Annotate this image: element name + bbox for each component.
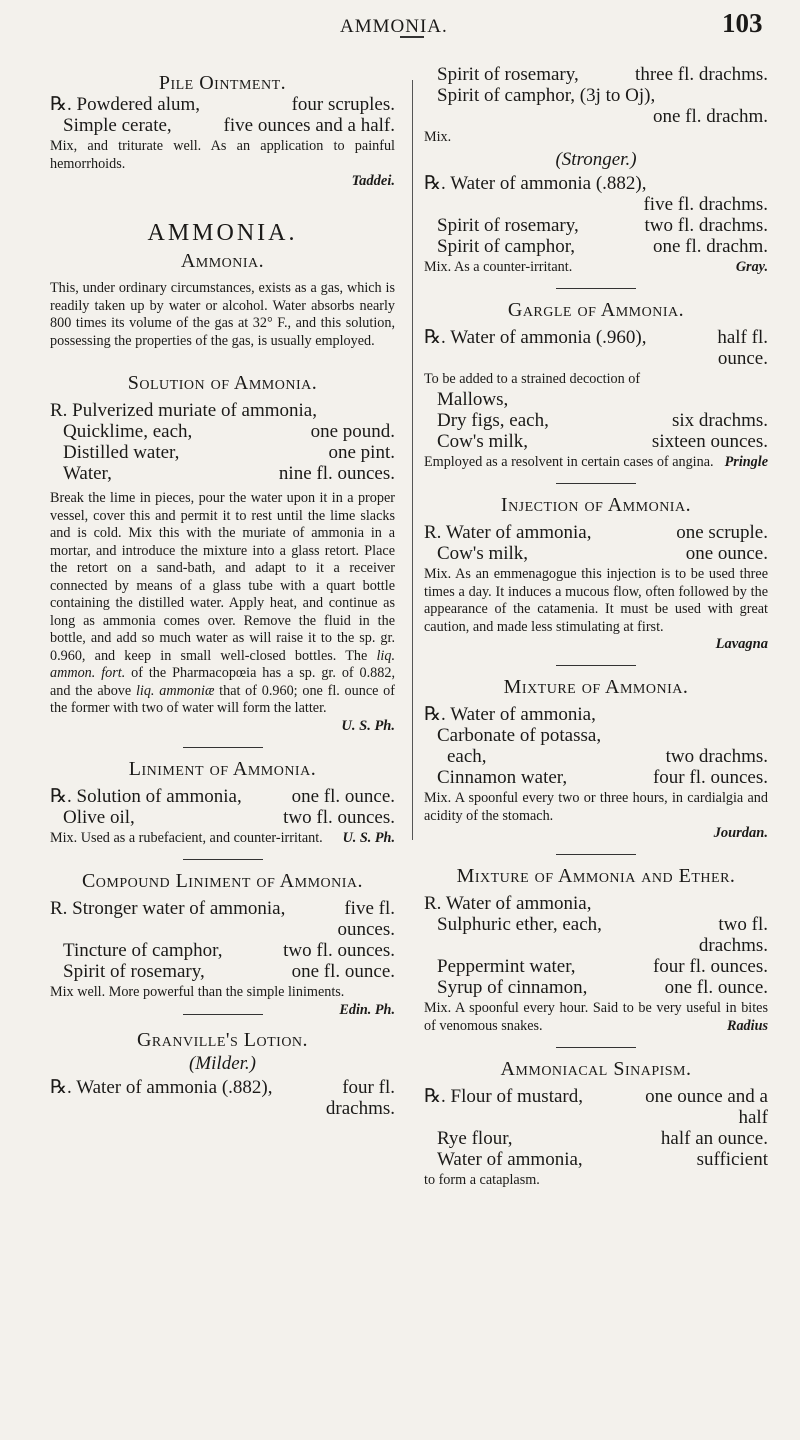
ingredient-line: one fl. drachm. [652,106,768,127]
ingredient-line: ℞. Flour of mustard, one ounce and a half [424,1086,768,1128]
ingredient-line: Water, nine fl. ounces. [63,463,395,484]
recipe-title: Compound Liniment of Ammonia. [81,870,364,892]
ingredient-line: R. Stronger water of ammonia, five fl. ounces. [50,898,395,940]
recipe-title: Ammoniacal Sinapism. [500,1058,692,1080]
section-rule [556,288,636,289]
granvilles-lotion-recipe [50,1029,395,1119]
ingredient-line: Quicklime, each, one pound. [63,421,395,442]
ingredient-line: ℞. Water of ammonia (.960), half fl. ounce. [424,327,768,369]
recipe-note: Mix. [424,129,452,145]
recipe-note: Mix. Used as a rubefacient, and counter-irritant. U. S. Ph. [50,829,395,846]
recipe-title: Gargle of Ammonia. [507,299,685,321]
ammonia-section [50,220,395,350]
ingredient-line: Spirit of rosemary, two fl. drachms. [437,214,768,236]
gargle-of-ammonia-recipe [424,299,768,471]
recipe-note: Mix. As a counter-irritant. Gray. [424,258,768,275]
page-header [0,6,800,46]
ingredient-line: ℞. Water of ammonia, [424,704,596,725]
ingredient-line: Rye flour, half an ounce. [437,1128,768,1149]
ingredient-line: Simple cerate, five ounces and a half. [63,115,395,136]
granvilles-lotion-continued [424,64,768,147]
recipe-author: U. S. Ph. [341,717,395,734]
recipe-note: Mix. As an emmenagogue this injection is to be used three times a day. It induces a mucous flow, often followed by the appearance of the catamenia. It must be used with great caution, and made less stimulating at first. [424,566,768,635]
ingredient-line: ℞. Water of ammonia (.882), four fl. drachms. [50,1076,395,1119]
recipe-note: Mix well. More powerful than the simple liniments. Edin. Ph. [50,984,395,1018]
ingredient-line: Olive oil, two fl. ounces. [63,806,395,828]
recipe-subtitle: (Stronger.) [555,148,637,170]
ingredient-line: Peppermint water, four fl. ounces. [437,956,768,977]
section-rule [556,483,636,484]
ingredient-line: Cow's milk, sixteen ounces. [437,430,768,452]
recipe-subtitle: (Milder.) [188,1052,256,1074]
recipe-note: Mix. A spoonful every hour. Said to be very useful in bites of venomous snakes. Radius [424,1000,768,1034]
ingredient-line: Tincture of camphor, two fl. ounces. [63,940,395,961]
section-heading: AMMONIA. [147,220,298,246]
section-subheading: Ammonia. [180,250,265,272]
ingredient-line: Spirit of rosemary, one fl. ounce. [63,961,395,982]
ammoniacal-sinapism-recipe [424,1058,768,1190]
mixture-of-ammonia-recipe [424,676,768,842]
solution-of-ammonia-recipe [50,372,395,735]
ingredient-line: Spirit of rosemary, three fl. drachms. [437,64,768,85]
recipe-note: Employed as a resolvent in certain cases of angina. Pringle [424,453,768,470]
recipe-author: Gray. [735,258,768,275]
column-divider [412,80,413,840]
ingredient-line: Cinnamon water, four fl. ounces. [437,767,768,788]
ingredient-line: Spirit of camphor, one fl. drachm. [437,235,768,257]
recipe-author: Jourdan. [713,825,768,841]
running-head: AMMONIA. [340,16,448,37]
recipe-title: Pile Ointment. [158,72,287,94]
ingredient-line: Spirit of camphor, (3j to Oj), [437,85,656,106]
recipe-note: to form a cataplasm. [424,1172,540,1188]
left-column [50,72,395,1119]
recipe-author: Radius [726,1017,768,1034]
recipe-title: Mixture of Ammonia. [503,676,689,698]
ingredient-line: Water of ammonia, sufficient [437,1149,768,1170]
ingredient-line: Cow's milk, one ounce. [437,543,768,564]
liniment-of-ammonia-recipe [50,758,395,848]
section-rule [183,1014,263,1015]
ingredient-line: ℞. Water of ammonia (.882), [424,172,647,194]
ingredient-line: Carbonate of potassa, [437,725,602,746]
recipe-note: Mix. A spoonful every two or three hours, in cardialgia and acidity of the stomach. [424,790,768,824]
section-rule [556,1047,636,1048]
section-rule [556,854,636,855]
recipe-title: Mixture of Ammonia and Ether. [456,865,736,887]
section-rule [183,859,263,860]
ingredient-line: five fl. drachms. [643,193,768,215]
recipe-author: Pringle [724,453,768,470]
ingredient-line: R. Pulverized muriate of ammonia, [50,400,317,421]
page-number: 103 [722,8,763,38]
recipe-author: Lavagna [715,636,768,652]
ingredient-line: R. Water of ammonia, one scruple. [424,522,768,543]
recipe-author: Taddei. [351,173,395,189]
recipe-title: Solution of Ammonia. [127,372,318,394]
section-text: This, under ordinary circumstances, exists as a gas, which is readily taken up by water or alcohol. Water absorbs nearly 800 times its volume of the gas at 32° F., and this solution, possessing the properties of the gas, is usually employed. [50,280,395,349]
compound-liniment-recipe [50,870,395,1018]
ingredient-line: Dry figs, each, six drachms. [437,409,768,431]
ingredient-line: Distilled water, one pint. [63,442,395,463]
recipe-title: Granville's Lotion. [136,1028,309,1051]
ingredient-line: each, two drachms. [447,746,768,767]
section-rule [556,665,636,666]
pile-ointment-recipe [50,72,395,190]
header-rule [400,36,424,38]
right-column [424,64,768,1190]
ingredient-line: Mallows, [437,388,509,410]
recipe-note: Break the lime in pieces, pour the water upon it in a proper vessel, cover this and permit it to rest until the lime slacks and is cold. Mix this with the muriate of ammonia in a mortar, and introduce the mixture into a glass retort. Place the retort on a sand-bath, and adapt to it a receiver connected by means of a glass tube with a quart bottle containing the distilled water. Apply heat, and continue as long as ammonia comes over. Remove the fluid in the bottle, and add so much water as will raise it to the sp. gr. 0.960, and keep in small well-closed bottles. The liq. ammon. fort. of the Pharmacopœia has a sp. gr. of 0.882, and the above liq. ammoniæ that of 0.960; one fl. ounce of the former with two of water will form the latter. [50,490,395,716]
stronger-lotion-recipe [424,149,768,277]
ingredient-line: ℞. Solution of ammonia, one fl. ounce. [50,785,395,807]
ingredient-line: ℞. Powdered alum, four scruples. [50,94,395,115]
mixture-ammonia-ether-recipe [424,865,768,1035]
recipe-title: Liniment of Ammonia. [128,757,317,780]
recipe-note: To be added to a strained decoction of [424,371,641,387]
ingredient-line: R. Water of ammonia, [424,893,592,914]
recipe-note: Mix, and triturate well. As an application to painful hemorrhoids. [50,138,395,172]
section-rule [183,747,263,748]
recipe-author: U. S. Ph. [342,829,395,846]
injection-of-ammonia-recipe [424,494,768,653]
recipe-title: Injection of Ammonia. [500,494,692,516]
ingredient-line: Sulphuric ether, each, two fl. drachms. [437,914,768,956]
recipe-author: Edin. Ph. [339,1001,395,1018]
ingredient-line: Syrup of cinnamon, one fl. ounce. [437,977,768,998]
